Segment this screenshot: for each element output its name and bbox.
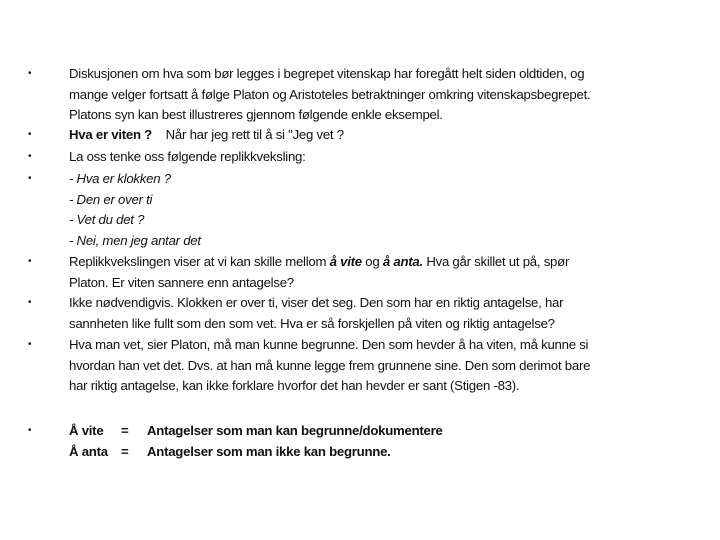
text-line: Platons syn kan best illustreres gjennom følgende enkle eksempel. <box>69 107 443 122</box>
equals-sign: = <box>121 423 129 438</box>
question-text: Når har jeg rett til å si "Jeg vet ? <box>165 127 344 142</box>
text-line: mange velger fortsatt å følge Platon og Aristoteles betraktninger omkring vitenskapsbegrepet. <box>69 86 591 102</box>
text-line: La oss tenke oss følgende replikkveksling: <box>69 149 306 164</box>
text-line: sannheten like fullt som den som vet. Hva er så forskjellen på viten og riktig antagelse? <box>69 315 555 331</box>
definition-desc: Antagelser som man ikke kan begrunne. <box>147 443 391 459</box>
dialogue-line: - Den er over ti <box>69 191 153 207</box>
emphasis-vite: å vite <box>329 254 362 269</box>
dialogue-line: - Hva er klokken ? <box>69 171 171 186</box>
bullet-icon: • <box>28 339 32 350</box>
definition-desc: Antagelser som man kan begrunne/dokumentere <box>147 423 443 438</box>
definition-term: Å anta <box>69 443 108 459</box>
bullet-icon: • <box>28 256 32 267</box>
bullet-icon: • <box>28 129 32 140</box>
text-line: Hva man vet, sier Platon, må man kunne begrunne. Den som hevder å ha viten, må kunne si <box>69 337 589 352</box>
bullet-icon: • <box>28 297 32 308</box>
bullet-icon: • <box>28 68 32 79</box>
text-line: Diskusjonen om hva som bør legges i begrepet vitenskap har foregått helt siden oldtiden, og <box>69 66 585 81</box>
bullet-icon: • <box>28 151 32 162</box>
text-line: Ikke nødvendigvis. Klokken er over ti, viser det seg. Den som har en riktig antagelse, har <box>69 295 564 310</box>
text-segment: Hva går skillet ut på, spør <box>422 254 570 269</box>
emphasis-anta: å anta. <box>382 254 423 269</box>
text-segment: og <box>361 254 383 269</box>
dialogue-line: - Vet du det ? <box>69 212 145 227</box>
bullet-icon: • <box>28 425 32 436</box>
text-line: Platon. Er viten sannere enn antagelse? <box>69 274 294 290</box>
dialogue-line: - Nei, men jeg antar det <box>69 232 201 248</box>
text-line: hvordan han vet det. Dvs. at han må kunne legge frem grunnene sine. Den som derimot bare <box>69 357 591 373</box>
definition-anta <box>69 442 709 463</box>
bullet-icon: • <box>28 173 32 184</box>
text-segment: Replikkvekslingen viser at vi kan skille mellom <box>69 254 330 269</box>
text-line: har riktig antagelse, kan ikke forklare hvorfor det han hevder er sant (Stigen -83). <box>69 378 520 393</box>
definition-vite <box>69 421 709 442</box>
equals-sign: = <box>121 443 129 459</box>
definition-term: Å vite <box>69 423 104 438</box>
question-bold: Hva er viten ? <box>69 127 152 142</box>
